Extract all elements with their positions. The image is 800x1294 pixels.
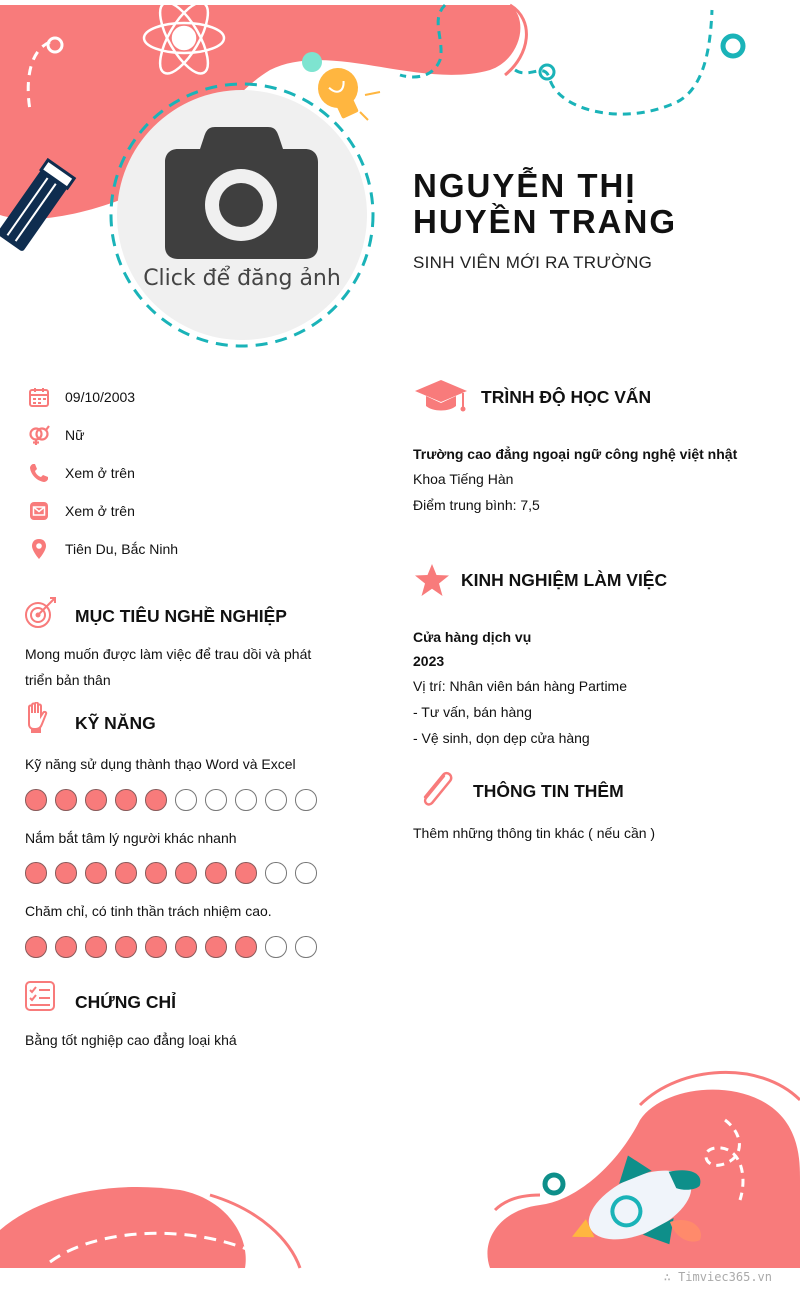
skill-dot — [295, 936, 317, 958]
skill-dot — [25, 936, 47, 958]
candidate-name[interactable]: NGUYỄN THỊ HUYỀN TRANG — [413, 167, 678, 240]
skill-dot — [55, 789, 77, 811]
skill-dot — [145, 862, 167, 884]
gender-value[interactable]: Nữ — [65, 427, 85, 443]
skill-rating-3[interactable] — [25, 936, 317, 958]
skill-dot — [175, 936, 197, 958]
objective-line-1: Mong muốn được làm việc để trau dồi và phát — [25, 646, 312, 662]
skill-dot — [25, 789, 47, 811]
lightbulb-icon — [311, 61, 368, 123]
contact-row-address — [28, 537, 179, 561]
skill-dot — [205, 862, 227, 884]
skill-dot — [295, 862, 317, 884]
phone-icon — [28, 462, 50, 484]
location-icon — [28, 538, 50, 560]
graduation-cap-icon — [413, 378, 469, 414]
email-icon — [28, 500, 50, 522]
skill-dot — [235, 936, 257, 958]
skill-dot — [205, 789, 227, 811]
section-title-education: TRÌNH ĐỘ HỌC VẤN — [481, 387, 652, 407]
skill-dot — [265, 789, 287, 811]
experience-task-2[interactable]: - Vệ sinh, dọn dẹp cửa hàng — [413, 730, 590, 746]
avatar-upload[interactable] — [117, 90, 367, 340]
education-faculty[interactable]: Khoa Tiếng Hàn — [413, 471, 514, 487]
skill-dot — [115, 862, 137, 884]
skill-dot — [175, 789, 197, 811]
skill-dot — [235, 789, 257, 811]
hand-icon — [25, 702, 49, 734]
experience-role[interactable]: Vị trí: Nhân viên bán hàng Partime — [413, 678, 628, 694]
phone-value[interactable]: Xem ở trên — [65, 465, 135, 481]
section-title-additional: THÔNG TIN THÊM — [473, 781, 624, 801]
section-title-objective: MỤC TIÊU NGHỀ NGHIỆP — [75, 606, 287, 626]
birthday-value[interactable]: 09/10/2003 — [65, 389, 136, 405]
contact-row-phone — [28, 461, 135, 485]
education-gpa[interactable]: Điểm trung bình: 7,5 — [413, 497, 540, 513]
education-school[interactable]: Trường cao đẳng ngoại ngữ công nghệ việt nhật — [413, 446, 738, 462]
skill-dot — [55, 862, 77, 884]
skill-rating-1[interactable] — [25, 789, 317, 811]
skill-dot — [295, 789, 317, 811]
skill-dot — [175, 862, 197, 884]
contact-row-gender — [28, 423, 85, 447]
skill-dot — [265, 936, 287, 958]
star-icon — [414, 563, 450, 597]
skill-dot — [235, 862, 257, 884]
checklist-icon — [24, 980, 56, 1012]
skill-dot — [145, 789, 167, 811]
skill-dot — [205, 936, 227, 958]
target-icon — [24, 596, 58, 630]
skill-dot — [145, 936, 167, 958]
contact-row-birthday — [28, 385, 136, 409]
watermark: ∴ Timviec365.vn — [663, 1270, 772, 1284]
certificate-text[interactable]: Bằng tốt nghiệp cao đẳng loại khá — [25, 1032, 237, 1048]
skill-dot — [265, 862, 287, 884]
paperclip-icon — [416, 770, 458, 812]
gender-icon — [28, 424, 50, 446]
skill-dot — [25, 862, 47, 884]
calendar-icon — [28, 386, 50, 408]
photo-upload-label: Click để đăng ảnh — [143, 266, 341, 291]
contact-row-email — [28, 499, 135, 523]
skill-dot — [115, 936, 137, 958]
skill-name-3[interactable]: Chăm chỉ, có tinh thần trách nhiệm cao. — [25, 903, 272, 919]
skill-dot — [85, 862, 107, 884]
skill-name-2[interactable]: Nắm bắt tâm lý người khác nhanh — [25, 830, 237, 846]
experience-company[interactable]: Cửa hàng dịch vụ — [413, 629, 532, 645]
objective-line-2: triển bản thân — [25, 672, 111, 688]
skill-name-1[interactable]: Kỹ năng sử dụng thành thạo Word và Excel — [25, 756, 296, 772]
section-title-experience: KINH NGHIỆM LÀM VIỆC — [461, 570, 668, 590]
section-title-skills: KỸ NĂNG — [75, 713, 156, 733]
skill-dot — [55, 936, 77, 958]
experience-task-1[interactable]: - Tư vấn, bán hàng — [413, 704, 532, 720]
skill-dot — [115, 789, 137, 811]
skill-rating-2[interactable] — [25, 862, 317, 884]
experience-year[interactable]: 2023 — [413, 653, 445, 669]
skill-dot — [85, 789, 107, 811]
address-value[interactable]: Tiên Du, Bắc Ninh — [65, 541, 179, 557]
additional-text[interactable]: Thêm những thông tin khác ( nếu cần ) — [413, 825, 656, 841]
candidate-position[interactable]: SINH VIÊN MỚI RA TRƯỜNG — [413, 253, 653, 272]
camera-icon — [165, 127, 318, 259]
email-value[interactable]: Xem ở trên — [65, 503, 135, 519]
objective-text[interactable] — [25, 641, 345, 693]
section-title-certificates: CHỨNG CHỈ — [75, 992, 177, 1012]
skill-dot — [85, 936, 107, 958]
